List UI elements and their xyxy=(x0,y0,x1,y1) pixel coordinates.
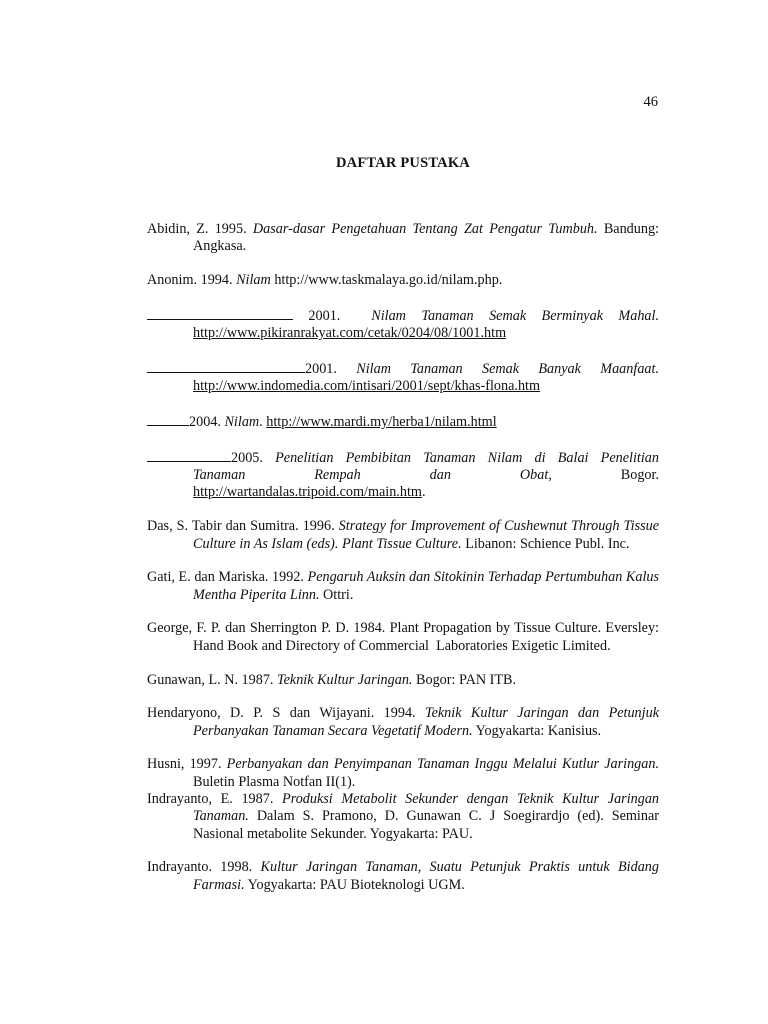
reference-entry xyxy=(147,359,659,396)
reference-title: Nilam Tanaman Semak Banyak Maanfaat. xyxy=(356,360,659,377)
reference-url[interactable]: http://www.indomedia.com/intisari/2001/sept/khas-flona.htm xyxy=(193,378,541,395)
reference-author: Hendaryono, D. P. S dan Wijayani. 1994. xyxy=(147,705,425,722)
reference-publisher: Bogor: PAN ITB. xyxy=(412,671,517,688)
reference-title: Teknik Kultur Jaringan. xyxy=(277,671,413,688)
reference-entry xyxy=(147,569,659,604)
reference-author: Gati, E. dan Mariska. 1992. xyxy=(147,569,308,586)
reference-entry xyxy=(147,672,659,689)
reference-author: Anonim. 1994. xyxy=(147,272,237,289)
reference-year: 2001. xyxy=(305,360,357,377)
reference-year: 2005. xyxy=(231,449,276,466)
reference-title: Pengaruh Auksin dan Sitokinin Terhadap Pertumbuhan Kalus Mentha Piperita Linn. xyxy=(193,569,659,603)
reference-source: http://www.taskmalaya.go.id/nilam.php. xyxy=(270,272,503,289)
reference-url[interactable]: http://wartandalas.tripoid.com/main.htm xyxy=(193,484,422,501)
reference-url[interactable]: http://www.pikiranrakyat.com/cetak/0204/08/1001.htm xyxy=(193,325,507,342)
reference-title: Kultur Jaringan Tanaman, Suatu Petunjuk Praktis untuk Bidang Farmasi. xyxy=(193,859,659,893)
reference-entry xyxy=(147,756,659,791)
reference-entry xyxy=(147,448,659,502)
reference-year: 2001. xyxy=(293,307,356,324)
reference-separator: . xyxy=(259,414,267,431)
author-repeat-line xyxy=(147,306,293,320)
page-title: DAFTAR PUSTAKA xyxy=(336,155,470,171)
reference-author: Abidin, Z. 1995. xyxy=(147,221,253,237)
reference-end: . xyxy=(421,484,426,501)
reference-entry xyxy=(147,620,663,655)
reference-title: Teknik Kultur Jaringan dan Petunjuk Perbanyakan Tanaman Secara Vegetatif Modern. xyxy=(193,705,659,739)
reference-title: Strategy for Improvement of Cushewnut Through Tissue Culture in As Islam (eds). Plant Tissue Culture. xyxy=(193,518,659,552)
reference-entry xyxy=(147,791,659,843)
reference-author: Das, S. Tabir dan Sumitra. 1996. xyxy=(147,518,339,535)
reference-author: Husni, 1997. xyxy=(147,756,227,773)
reference-url[interactable]: http://www.mardi.my/herba1/nilam.html xyxy=(266,414,497,431)
reference-title: Dasar-dasar Pengetahuan Tentang Zat Pengatur Tumbuh. xyxy=(252,221,598,237)
reference-author: Gunawan, L. N. 1987. xyxy=(147,671,278,688)
reference-entry xyxy=(147,859,659,894)
reference-publisher: Yogyakarta: PAU Bioteknologi UGM. xyxy=(244,876,465,893)
reference-title: Nilam Tanaman Semak Berminyak Mahal. xyxy=(371,307,660,324)
reference-entry xyxy=(147,518,659,553)
reference-title: Perbanyakan dan Penyimpanan Tanaman Inggu Melalui Kutlur Jaringan. xyxy=(226,756,659,773)
reference-entry xyxy=(147,221,659,256)
reference-year: 2004. xyxy=(189,414,225,431)
reference-title: Penelitian Pembibitan Tanaman Nilam di Balai Penelitian xyxy=(275,449,659,466)
page-number: 46 xyxy=(643,94,658,110)
author-repeat-line xyxy=(147,359,305,373)
reference-entry xyxy=(147,412,659,431)
reference-title: Produksi Metabolit Sekunder dengan Teknik Kultur Jaringan Tanaman. xyxy=(193,791,660,825)
reference-author: Indrayanto. 1998. xyxy=(147,859,261,876)
reference-title: Nilam xyxy=(224,414,260,431)
reference-title-continued: Tanaman Rempah dan Obat xyxy=(193,467,549,484)
reference-publisher: Buletin Plasma Notfan II(1). xyxy=(193,773,356,790)
reference-publisher: Yogyakarta: Kanisius. xyxy=(472,722,602,739)
reference-publisher: Bandung: Angkasa. xyxy=(193,221,660,255)
reference-entry xyxy=(147,306,659,343)
reference-publisher: Ottri. xyxy=(319,586,354,603)
reference-entry xyxy=(147,272,659,289)
author-repeat-line xyxy=(147,448,231,462)
reference-entry xyxy=(147,705,659,740)
reference-publisher: Libanon: Schience Publ. Inc. xyxy=(461,535,630,552)
reference-text: George, F. P. dan Sherrington P. D. 1984. Plant Propagation by Tissue Culture. Eversley: Hand Book and Directory of Commercial Laboratories Exigetic Limited. xyxy=(147,620,663,654)
author-repeat-line xyxy=(147,412,189,426)
reference-publisher: Dalam S. Pramono, D. Gunawan C. J Soegirardjo (ed). Seminar Nasional metabolite Sekunder. Yogyakarta: PAU. xyxy=(193,808,659,842)
reference-author: Indrayanto, E. 1987. xyxy=(147,791,283,808)
reference-place: , Bogor. xyxy=(548,467,660,484)
reference-list xyxy=(147,221,663,911)
reference-title: Nilam xyxy=(236,272,271,289)
